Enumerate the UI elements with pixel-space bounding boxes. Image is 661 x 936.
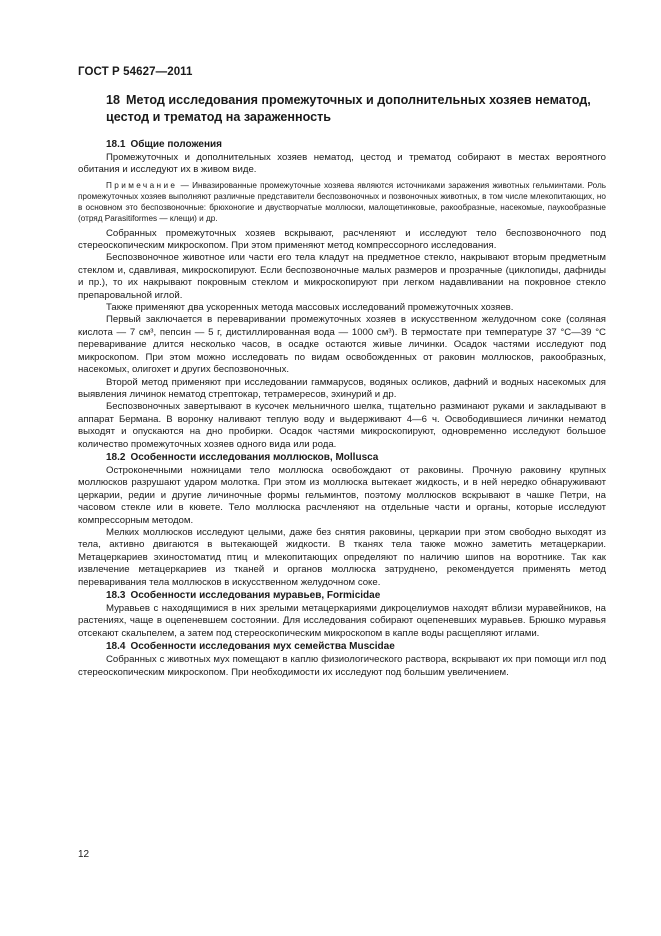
paragraph: Второй метод применяют при исследовании гаммарусов, водяных осликов, дафний и водных насекомых для выявления личинок нематод стрептокар, тетрамересов, эхинурий и др. <box>78 376 606 400</box>
paragraph: Собранных с животных мух помещают в каплю физиологического раствора, вскрывают их при помощи игл под стереоскопическим микроскопом. При необходимости их исследуют под большим увеличением. <box>78 654 606 678</box>
paragraph: Собранных промежуточных хозяев вскрывают, расчленяют и исследуют тело беспозвоночного под стереоскопическим микроскопом. При этом применяют метод компрессорного исследования. <box>78 227 606 252</box>
section-title <box>78 92 606 126</box>
subsection-heading-18-2 <box>78 451 606 465</box>
note-lead: Примечание <box>106 180 178 190</box>
subsection-heading-18-4 <box>78 640 606 654</box>
page-number: 12 <box>78 849 90 860</box>
subsection-heading-18-3 <box>78 589 606 603</box>
subsection-heading-18-1 <box>78 138 606 152</box>
subsection-title: Особенности исследования муравьев, Formicidae <box>130 590 381 601</box>
paragraph: Беспозвоночное животное или части его тела кладут на предметное стекло, накрывают вторым предметным стеклом и, сдавливая, микроскопируют. Если беспозвоночные малых размеров и прозрачные (циклопиды, дафниды и пр.), то их накрывают покровным стеклом и микроскопируют при легком надавливании на покровное стекло препаровальной иглой. <box>78 252 606 301</box>
section-number: 18 <box>106 93 121 107</box>
paragraph: Также применяют два ускоренных метода массовых исследований промежуточных хозяев. <box>106 302 514 314</box>
subsection-title: Общие положения <box>130 139 222 150</box>
paragraph: Мелких моллюсков исследуют целыми, даже без снятия раковины, церкарии при этом свободно выходят из тела, активно двигаются в вытекающей жидкости. В тканях тела также можно заметить метацеркарии. Метацеркариев эхиностоматид птиц и млекопитающих определяют по наличию шипов на воротнике. Так как извлечение метацеркариев из тканей и органов моллюска затруднено, рекомендуется применять метод переваривания тела моллюсков в искусственном желудочном соке. <box>78 526 606 588</box>
document-body <box>78 92 606 679</box>
subsection-number: 18.1 <box>106 139 126 150</box>
subsection-title: Особенности исследования моллюсков, Mollusca <box>130 451 379 463</box>
paragraph: Муравьев с находящимися в них зрелыми метацеркариями дикроцелиумов находят вблизи муравейников, на растениях, чаще в оцепеневшем состоянии. Для исследования собирают оцепеневших муравьев. Брюшко муравья отсекают скальпелем, а затем под стереоскопическим микроскопом в капле воды расщепляют иглами. <box>78 603 606 639</box>
subsection-title: Особенности исследования мух семейства Muscidae <box>130 641 395 653</box>
subsection-number: 18.3 <box>106 590 126 601</box>
paragraph: Промежуточных и дополнительных хозяев нематод, цестод и трематод собирают в местах вероятного обитания и исследуют их в живом виде. <box>78 152 606 176</box>
paragraph: Остроконечными ножницами тело моллюска освобождают от раковины. Прочную раковину крупных моллюсков разрушают ударом молотка. При этом из моллюска вытекает жидкость, и в ней нередко обнаруживают церкарии, редии и другие личиночные формы гельминтов, поэтому моллюсков вскрывают в чашке Петри, на часовом стекле или в кювете. Тело моллюска расчленяют на отдельные части и органы, которые исследуют компрессорным методом. <box>78 464 606 526</box>
section-title-text: Метод исследования промежуточных и дополнительных хозяев нематод, цестод и трематод на зараженность <box>106 93 591 124</box>
subsection-number: 18.4 <box>106 641 126 653</box>
paragraph: Беспозвоночных завертывают в кусочек мельничного шелка, тщательно разминают руками и закладывают в аппарат Бермана. В воронку наливают теплую воду и выдерживают 4—6 ч. Освободившиеся личинки нематод выходят и опускаются на дно пробирки. Осадок частями микроскопируют, одновременно исследуют большое количество промежуточных хозяев одного вида или рода. <box>78 401 606 450</box>
note-text: — Инвазированные промежуточные хозяева являются источниками заражения животных гельминтами. Роль промежуточных хозяев выполняют различные представители беспозвоночных и позвоночных животных, в том числе млекопитающих, но в основном это беспозвоночные: брюхоногие и двустворчатые моллюски, малощетинковые, ракообразные, насекомые, паукообразные (отряд Parasitiformes — клещи) и др. <box>78 180 606 224</box>
paragraph: Первый заключается в переваривании промежуточных хозяев в искусственном желудочном соке (соляная кислота — 7 см³, пепсин — 5 г, дистиллированная вода — 1000 см³). В термостате при температуре 37 °С—39 °С переваривание длится несколько часов, в осадке остаются живые личинки. Осадок частями исследуют под микроскопом. При этом можно исследовать по видам освобожденных от раковин моллюсков, ракообразных, насекомых, олигохет и других беспозвоночных. <box>78 314 606 376</box>
document-header: ГОСТ Р 54627—2011 <box>78 66 193 78</box>
subsection-number: 18.2 <box>106 451 126 463</box>
note-paragraph <box>78 180 606 225</box>
